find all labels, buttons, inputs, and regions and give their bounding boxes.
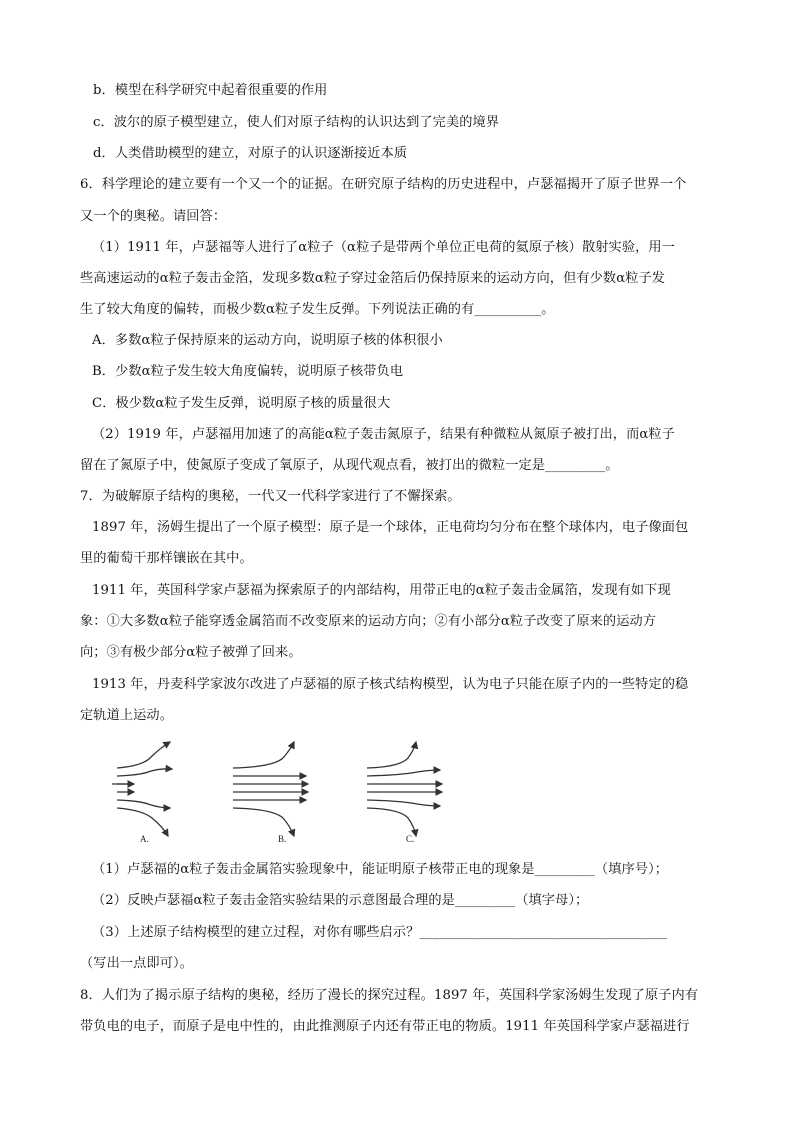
text-line: 定轨道上运动。 xyxy=(80,708,174,723)
text-line: （1）卢瑟福的α粒子轰击金属箔实验现象中，能证明原子核带正电的现象是_________（填序号）； xyxy=(92,862,669,877)
text-line: 象：①大多数α粒子能穿透金属箔而不改变原来的运动方向；②有小部分α粒子改变了原来的运动方 xyxy=(80,614,657,629)
figure-b-diagram xyxy=(228,738,318,846)
text-line: 1897 年，汤姆生提出了一个原子模型：原子是一个球体，正电荷均匀分布在整个球体内，电子像面包 xyxy=(92,520,689,535)
text-line: 1913 年，丹麦科学家波尔改进了卢瑟福的原子核式结构模型，认为电子只能在原子内的一些特定的稳 xyxy=(92,677,689,692)
text-line: b．模型在科学研究中起着很重要的作用 xyxy=(93,83,328,98)
text-line: 8．人们为了揭示原子结构的奥秘，经历了漫长的探究过程。1897 年，英国科学家汤姆生发现了原子内有 xyxy=(80,988,699,1003)
figure-c-label: C. xyxy=(406,834,415,844)
text-line: （3）上述原子结构模型的建立过程，对你有哪些启示？_____________________________________ xyxy=(92,925,668,940)
text-line: A．多数α粒子保持原来的运动方向，说明原子核的体积很小 xyxy=(92,333,443,348)
text-line: c．波尔的原子模型建立，使人们对原子结构的认识达到了完美的境界 xyxy=(93,115,500,130)
text-line: 又一个的奥秘。请回答： xyxy=(80,209,227,224)
text-line: 7．为破解原子结构的奥秘，一代又一代科学家进行了不懈探索。 xyxy=(80,489,461,504)
text-line: 带负电的电子，而原子是电中性的，由此推测原子内还有带正电的物质。1911 年英国科学家卢瑟福进行 xyxy=(80,1019,690,1034)
figure-a-diagram xyxy=(112,738,192,846)
text-line: 留在了氮原子中，使氮原子变成了氧原子，从现代观点看，被打出的微粒一定是_________。 xyxy=(80,458,619,473)
text-line: B．少数α粒子发生较大角度偏转，说明原子核带负电 xyxy=(92,364,404,379)
text-line: 1911 年，英国科学家卢瑟福为探索原子的内部结构，用带正电的α粒子轰击金属箔，发现有如下现 xyxy=(92,583,671,598)
text-line: 里的葡萄干那样镶嵌在其中。 xyxy=(80,551,253,566)
text-line: C．极少数α粒子发生反弹，说明原子核的质量很大 xyxy=(92,396,391,411)
text-line: 6．科学理论的建立要有一个又一个的证据。在研究原子结构的历史进程中，卢瑟福揭开了原子世界一个 xyxy=(80,177,687,192)
figure-a-label: A. xyxy=(140,834,149,844)
text-line: （2）反映卢瑟福α粒子轰击金箔实验结果的示意图最合理的是_________（填字母）； xyxy=(92,893,589,908)
text-line: 生了较大角度的偏转，而极少数α粒子发生反弹。下列说法正确的有__________。 xyxy=(80,302,555,317)
text-line: （1）1911 年，卢瑟福等人进行了α粒子（α粒子是带两个单位正电荷的氦原子核）散射实验，用一 xyxy=(92,240,675,255)
text-line: d．人类借助模型的建立，对原子的认识逐渐接近本质 xyxy=(93,146,408,161)
text-line: （写出一点即可）。 xyxy=(80,956,193,971)
figure-c-diagram xyxy=(362,738,452,846)
text-line: （2）1919 年，卢瑟福用加速了的高能α粒子轰击氮原子，结果有种微粒从氮原子被打出，而α粒子 xyxy=(92,427,675,442)
figure-b-label: B. xyxy=(278,834,287,844)
text-line: 些高速运动的α粒子轰击金箔，发现多数α粒子穿过金箔后仍保持原来的运动方向，但有少数α粒子发 xyxy=(80,271,666,286)
text-line: 向；③有极少部分α粒子被弹了回来。 xyxy=(80,645,302,660)
